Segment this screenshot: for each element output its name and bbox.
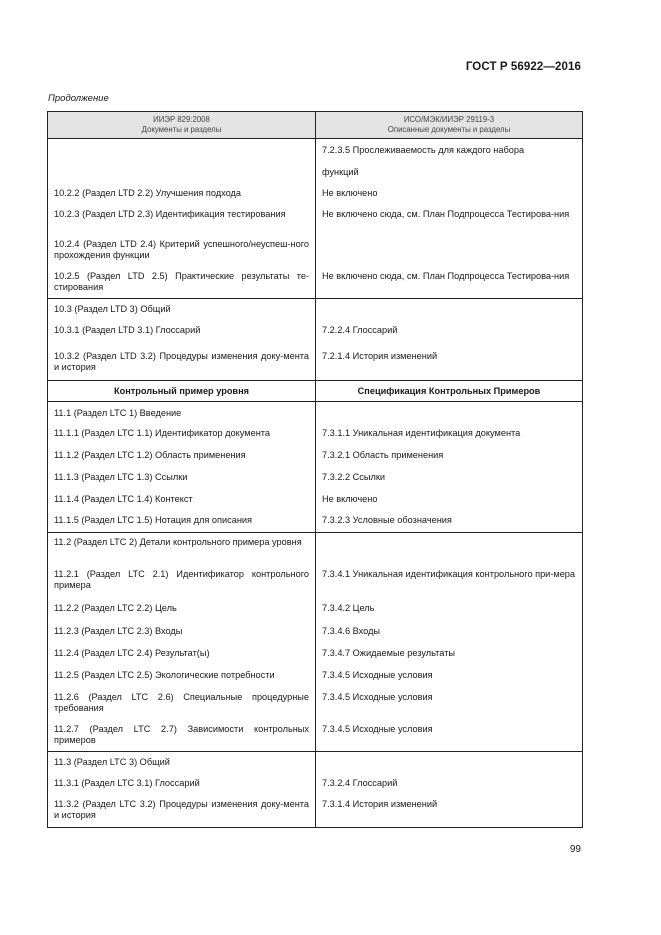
table-row (48, 161, 583, 182)
table-row (48, 319, 583, 347)
column-header-subtitle: Описанные документы и разделы (387, 125, 511, 134)
table-cell-left: 11.2.7 (Раздел LTC 2.7) Зависимости контрольных примеров (48, 718, 316, 752)
table-cell-right: Не включено сюда, см. План Подпроцесса Тестирова-ния (316, 267, 583, 299)
continuation-label: Продолжение (48, 93, 109, 104)
table-cell-left: 11.1.5 (Раздел LTC 1.5) Нотация для описания (48, 509, 316, 533)
table-cell-left: 10.2.3 (Раздел LTD 2.3) Идентификация тестирования (48, 203, 316, 235)
page-number: 99 (569, 844, 581, 855)
table-cell-right: 7.3.2.2 Ссылки (316, 466, 583, 488)
table-cell-right: 7.3.4.1 Уникальная идентификация контрольного при-мера (316, 563, 583, 599)
table-cell-left: 10.2.4 (Раздел LTD 2.4) Критерий успешного/неуспеш-ного прохождения функции (48, 235, 316, 267)
table-cell-left: 11.2.3 (Раздел LTC 2.3) Входы (48, 620, 316, 642)
table-cell-right: 7.3.1.1 Уникальная идентификация документа (316, 422, 583, 444)
table-cell-left: 11.2.1 (Раздел LTC 2.1) Идентификатор контрольного примера (48, 563, 316, 599)
table-cell-right: 7.3.4.5 Исходные условия (316, 664, 583, 686)
table-cell-left: 11.1.1 (Раздел LTC 1.1) Идентификатор документа (48, 422, 316, 444)
table-cell-left (48, 161, 316, 182)
table-row (48, 466, 583, 488)
table-row (48, 139, 583, 161)
table-row (48, 509, 583, 533)
column-header-target (316, 112, 583, 139)
table-cell-left: 11.3 (Раздел LTC 3) Общий (48, 752, 316, 772)
table-cell-right (316, 299, 583, 319)
table-cell-left: 10.2.5 (Раздел LTD 2.5) Практические результаты те-стирования (48, 267, 316, 299)
table-cell-left: 11.1 (Раздел LTC 1) Введение (48, 402, 316, 422)
table-cell-right: Не включено сюда, см. План Подпроцесса Тестирова-ния (316, 203, 583, 235)
table-cell-right (316, 402, 583, 422)
table-row (48, 299, 583, 319)
table-row (48, 795, 583, 828)
table-cell-right (316, 752, 583, 772)
column-header-subtitle: Документы и разделы (141, 125, 222, 134)
mapping-table (47, 111, 583, 828)
table-row (48, 664, 583, 686)
table-cell-left: 10.2.2 (Раздел LTD 2.2) Улучшения подхода (48, 182, 316, 203)
section-title-left: Контрольный пример уровня (48, 381, 316, 402)
table-row (48, 235, 583, 267)
table-row (48, 599, 583, 620)
table-row (48, 488, 583, 509)
table-row (48, 533, 583, 563)
table-cell-left: 11.2.6 (Раздел LTC 2.6) Специальные процедурные требования (48, 686, 316, 718)
table-row (48, 563, 583, 599)
table-cell-left: 10.3.1 (Раздел LTD 3.1) Глоссарий (48, 319, 316, 347)
table-row (48, 620, 583, 642)
table-cell-right: 7.3.4.5 Исходные условия (316, 686, 583, 718)
table-cell-right: 7.3.1.4 История изменений (316, 795, 583, 828)
table-cell-left (48, 139, 316, 161)
table-cell-left: 11.2.4 (Раздел LTC 2.4) Результат(ы) (48, 642, 316, 664)
table-cell-right: функций (316, 161, 583, 182)
table-cell-right: 7.3.4.6 Входы (316, 620, 583, 642)
table-row (48, 203, 583, 235)
table-row (48, 686, 583, 718)
table-cell-left: 11.2 (Раздел LTC 2) Детали контрольного примера уровня (48, 533, 316, 563)
table-row (48, 347, 583, 381)
table-row (48, 267, 583, 299)
table-row (48, 422, 583, 444)
table-cell-left: 11.1.4 (Раздел LTC 1.4) Контекст (48, 488, 316, 509)
table-cell-right: 7.3.4.7 Ожидаемые результаты (316, 642, 583, 664)
table-cell-right: Не включено (316, 182, 583, 203)
table-cell-right: 7.2.3.5 Прослеживаемость для каждого набора (316, 139, 583, 161)
table-cell-right (316, 533, 583, 563)
table-cell-left: 10.3 (Раздел LTD 3) Общий (48, 299, 316, 319)
table-cell-right: 7.3.4.5 Исходные условия (316, 718, 583, 752)
table-cell-left: 11.3.2 (Раздел LTC 3.2) Процедуры изменения доку-мента и история (48, 795, 316, 828)
table-row (48, 444, 583, 466)
table-cell-left: 11.3.1 (Раздел LTC 3.1) Глоссарий (48, 772, 316, 795)
table-row (48, 718, 583, 752)
column-header-source (48, 112, 316, 139)
table-cell-right: 7.3.2.1 Область применения (316, 444, 583, 466)
table-cell-left: 11.2.5 (Раздел LTC 2.5) Экологические потребности (48, 664, 316, 686)
column-header-title: ИСО/МЭК/ИИЭР 29119-3 (403, 115, 495, 124)
table-cell-right: 7.3.4.2 Цель (316, 599, 583, 620)
table-row (48, 402, 583, 422)
table-row (48, 772, 583, 795)
column-header-title: ИИЭР 829:2008 (153, 115, 210, 124)
table-header-row (48, 112, 583, 139)
table-cell-left: 10.3.2 (Раздел LTD 3.2) Процедуры изменения доку-мента и история (48, 347, 316, 381)
table-cell-left: 11.2.2 (Раздел LTC 2.2) Цель (48, 599, 316, 620)
document-standard-number: ГОСТ Р 56922—2016 (465, 61, 581, 73)
table-cell-right: 7.2.2.4 Глоссарий (316, 319, 583, 347)
table-cell-left: 11.1.2 (Раздел LTC 1.2) Область применения (48, 444, 316, 466)
table-cell-right: Не включено (316, 488, 583, 509)
table-cell-right: 7.3.2.4 Глоссарий (316, 772, 583, 795)
table-row (48, 642, 583, 664)
table-cell-right: 7.3.2.3 Условные обозначения (316, 509, 583, 533)
section-title-row (48, 381, 583, 402)
table-cell-right: 7.2.1.4 История изменений (316, 347, 583, 381)
section-title-right: Спецификация Контрольных Примеров (316, 381, 583, 402)
table-row (48, 752, 583, 772)
table-cell-right (316, 235, 583, 267)
table-row (48, 182, 583, 203)
table-cell-left: 11.1.3 (Раздел LTC 1.3) Ссылки (48, 466, 316, 488)
